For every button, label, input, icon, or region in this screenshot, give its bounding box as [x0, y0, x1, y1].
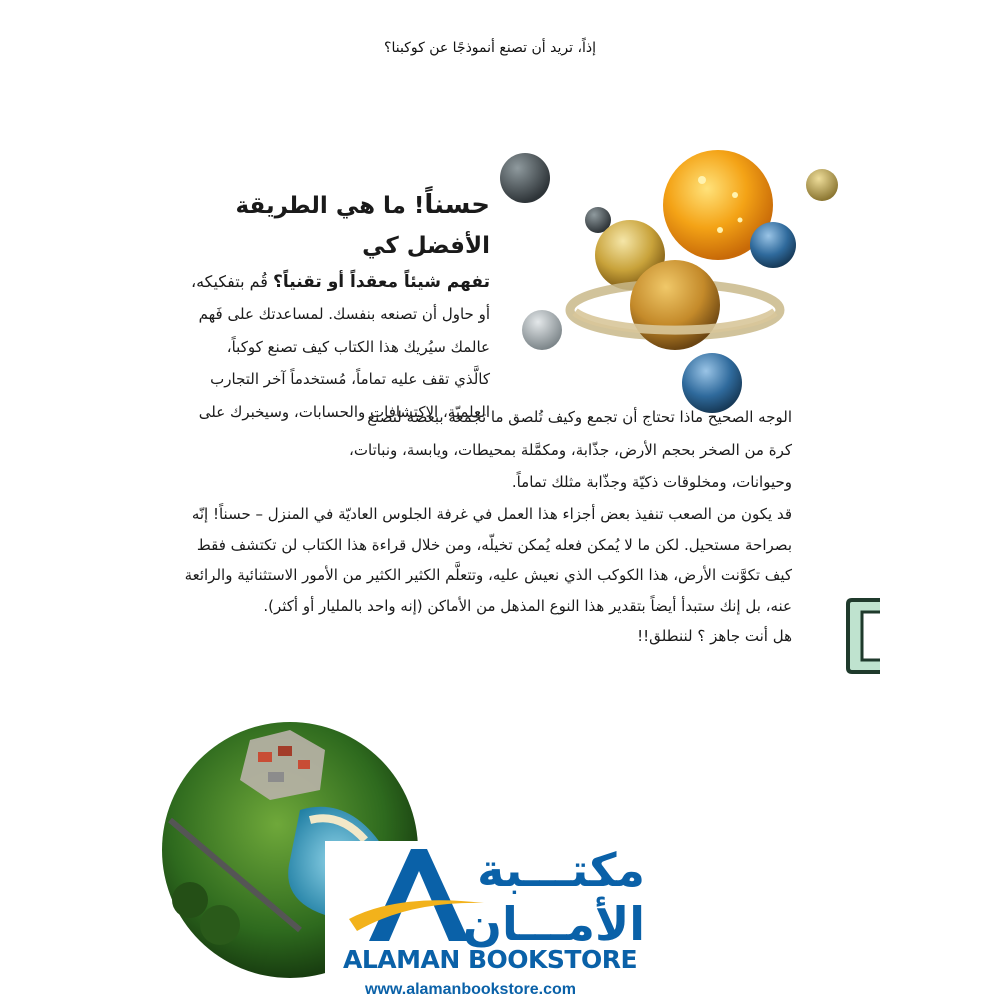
intro-line: العلميّة، الاكتشافات والحسابات، وسيخبرك على: [198, 402, 490, 421]
para2-line: بصراحة مستحيل. لكن ما لا يُمكن فعله يُمكن تخيلّه، ومن خلال قراءة هذا الكتاب لن تكتشف فقط: [196, 535, 792, 554]
body-line: الوجه الصحيح ماذا تحتاج أن تجمع وكيف تُلصق ما تجمعه ببعضه لتصنع: [367, 408, 792, 426]
logo-arabic-line2: الأمـــان: [462, 897, 645, 951]
body-paragraph: [152, 401, 792, 499]
second-paragraph: [142, 499, 792, 652]
intro-paragraph: [160, 185, 490, 428]
planets-illustration: [490, 140, 850, 420]
alaman-bookstore-logo: [325, 841, 673, 1000]
intro-line: عالمك سيُريك هذا الكتاب كيف تصنع كوكباً،: [226, 337, 490, 356]
intro-line: كالَّذي تقف عليه تماماً، مُستخدماً آخر التجارب: [210, 370, 490, 388]
page-header-question: إذاً، تريد أن تصنع أنموذجًا عن كوكبنا؟: [384, 40, 596, 56]
intro-lead-line2: [160, 266, 490, 298]
intro-lead-rest: قُم بتفكيكه،: [190, 272, 274, 291]
intro-lead-exclaim: حسناً: [424, 190, 490, 220]
edge-decoration-icon: [846, 596, 880, 676]
logo-website-link[interactable]: www.alamanbookstore.com: [365, 981, 577, 998]
para2-line: عنه، بل إنك ستبدأ أيضاً بتقدير هذا النوع المذهل من الأماكن (إنه واحد بالمليار أو أكثر).: [263, 596, 792, 615]
intro-lead-bold: تفهم شيئاً معقداً أو تقنياً؟: [273, 272, 490, 292]
para2-line: قد يكون من الصعب تنفيذ بعض أجزاء هذا العمل في غرفة الجلوس العاديّة في المنزل – حسناً! إنّه: [191, 505, 792, 523]
intro-lead-question: ! ما هي الطريقة الأفضل كي: [235, 193, 490, 259]
para2-line: كيف تكوَّنت الأرض، هذا الكوكب الذي نعيش عليه، وتتعلَّم الكثير الكثير من الأمور الاستثنائية والرائعة: [184, 566, 792, 584]
body-line: كرة من الصخر بحجم الأرض، جذّابة، ومكمَّلة بمحيطات، ويابسة، ونباتات،: [349, 440, 792, 459]
body-line: وحيوانات، ومخلوقات ذكيّة وجذّابة مثلك تماماً.: [511, 473, 792, 492]
intro-lead-line1: [160, 185, 490, 266]
logo-arabic-line1: مكتـــبة: [477, 843, 645, 897]
para2-line: هل أنت جاهز ؟ لننطلق!!: [637, 627, 792, 645]
intro-line: أو حاول أن تصنعه بنفسك. لمساعدتك على فَهم: [198, 305, 490, 323]
logo-english-name: ALAMAN BOOKSTORE: [343, 945, 638, 974]
